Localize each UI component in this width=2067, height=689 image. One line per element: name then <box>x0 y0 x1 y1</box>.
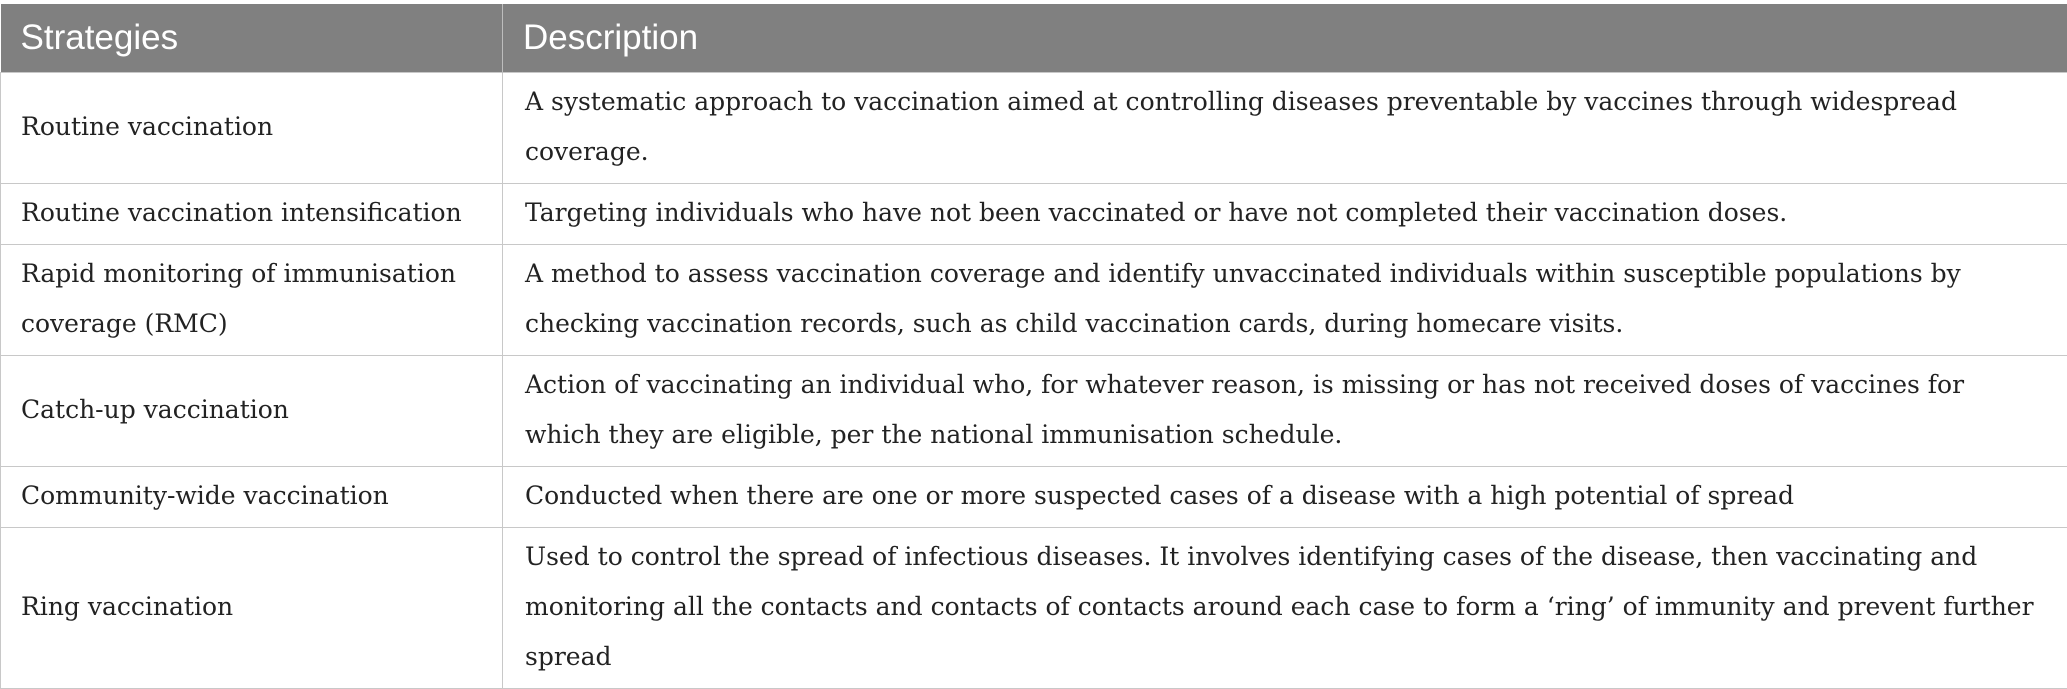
table-row <box>1 245 2067 356</box>
table-header <box>1 4 2067 73</box>
table-row <box>1 356 2067 467</box>
strategy-cell: Routine vaccination intensification <box>1 184 503 245</box>
table-row <box>1 73 2067 184</box>
header-description: Description <box>503 4 2067 73</box>
strategy-cell: Rapid monitoring of immunisation coverage (RMC) <box>1 245 503 356</box>
description-cell: Targeting individuals who have not been vaccinated or have not completed their vaccination doses. <box>503 184 2067 245</box>
description-cell: A systematic approach to vaccination aimed at controlling diseases preventable by vaccines through widespread coverage. <box>503 73 2067 184</box>
description-cell: Action of vaccinating an individual who, for whatever reason, is missing or has not received doses of vaccines for which they are eligible, per the national immunisation schedule. <box>503 356 2067 467</box>
table-row <box>1 184 2067 245</box>
strategy-cell: Ring vaccination <box>1 528 503 689</box>
table-row <box>1 528 2067 689</box>
strategies-table <box>0 4 2067 689</box>
strategies-table-container <box>0 4 2067 689</box>
header-row <box>1 4 2067 73</box>
table-body <box>1 73 2067 689</box>
strategy-cell: Catch-up vaccination <box>1 356 503 467</box>
header-strategies: Strategies <box>1 4 503 73</box>
table-row <box>1 467 2067 528</box>
description-cell: Conducted when there are one or more suspected cases of a disease with a high potential of spread <box>503 467 2067 528</box>
strategy-cell: Routine vaccination <box>1 73 503 184</box>
description-cell: A method to assess vaccination coverage and identify unvaccinated individuals within susceptible populations by checking vaccination records, such as child vaccination cards, during homecare visits. <box>503 245 2067 356</box>
description-cell: Used to control the spread of infectious diseases. It involves identifying cases of the disease, then vaccinating and monitoring all the contacts and contacts of contacts around each case to form a ‘ring’ of immunity and prevent further spread <box>503 528 2067 689</box>
strategy-cell: Community-wide vaccination <box>1 467 503 528</box>
